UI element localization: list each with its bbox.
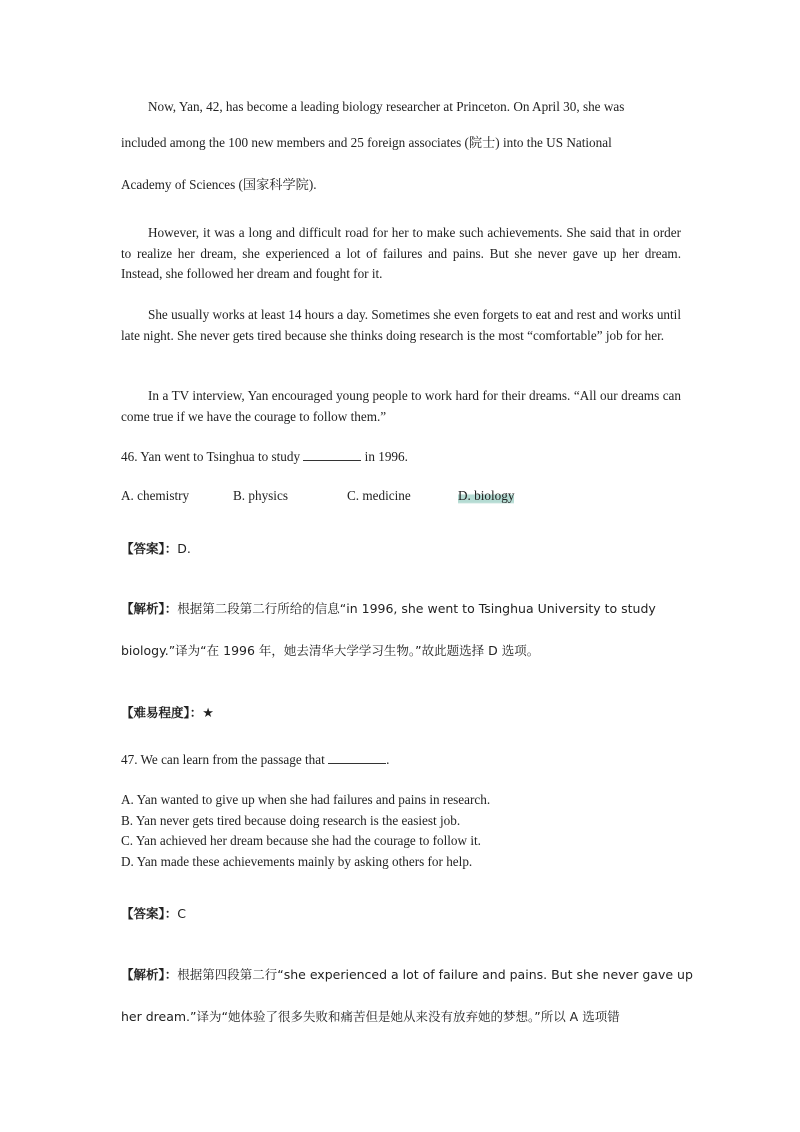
- q46-answer-value: D.: [177, 541, 191, 556]
- q47-analysis-line1: [121, 965, 693, 983]
- passage-p3: She usually works at least 14 hours a day. Sometimes she even forgets to eat and rest and works until late night. She never gets tired because she thinks doing research is the most “comfortable” job for her.: [121, 307, 681, 343]
- q46-answer: [121, 539, 191, 557]
- q46-option-c: C. medicine: [347, 488, 411, 503]
- q46-analysis-line2: biology.”译为“在 1996 年，她去清华大学学习生物。”故此题选择 D 选项。: [121, 643, 540, 658]
- passage-p3-block: [121, 305, 681, 346]
- q47-analysis-line2: her dream.”译为“她体验了很多失败和痛苦但是她从来没有放弃她的梦想。”所以 A 选项错: [121, 1009, 620, 1024]
- q47-blank: [328, 752, 386, 764]
- q46-analysis-line1: [121, 599, 656, 617]
- q46-option-d: D. biology: [458, 488, 515, 503]
- passage-p1-line2: included among the 100 new members and 25 foreign associates (院士) into the US National: [121, 135, 612, 150]
- difficulty-star-icon: ★: [202, 706, 214, 721]
- q46-stem-after: in 1996.: [364, 449, 408, 464]
- q47-stem: [121, 752, 389, 768]
- q46-option-b: B. physics: [233, 488, 288, 503]
- q46-analysis-text1: 根据第二段第二行所给的信息“in 1996, she went to Tsinghua University to study: [177, 601, 656, 616]
- passage-p4-block: [121, 386, 681, 427]
- q47-answer-label: 【答案】：: [121, 906, 178, 921]
- q47-option-b: B. Yan never gets tired because doing research is the easiest job.: [121, 812, 461, 828]
- passage-p2-block: [121, 223, 681, 285]
- passage-p4: In a TV interview, Yan encouraged young people to work hard for their dreams. “All our dreams can come true if we have the courage to follow them.”: [121, 388, 681, 424]
- q47-options: [121, 790, 490, 872]
- q47-analysis-label: 【解析】：: [121, 967, 178, 982]
- passage-p2: However, it was a long and difficult road for her to make such achievements. She said that in order to realize her dream, she experienced a lot of failures and pains. But she never gave up her dream. Instead, she followed her dream and fought for it.: [121, 225, 681, 281]
- q47-answer: [121, 904, 186, 922]
- q46-option-a: A. chemistry: [121, 488, 190, 503]
- q46-analysis-label: 【解析】：: [121, 601, 178, 616]
- q46-stem: [121, 449, 408, 465]
- passage-p1-line3: Academy of Sciences (国家科学院).: [121, 177, 317, 192]
- q47-option-a: A. Yan wanted to give up when she had failures and pains in research.: [121, 792, 491, 807]
- q46-blank: [303, 449, 361, 461]
- q47-stem-before: 47. We can learn from the passage that: [121, 752, 325, 767]
- q47-analysis-text1: 根据第四段第二行“she experienced a lot of failure and pains. But she never gave up: [177, 967, 693, 982]
- q46-answer-label: 【答案】：: [121, 541, 178, 556]
- passage-p1-line1: Now, Yan, 42, has become a leading biology researcher at Princeton. On April 30, she was: [148, 99, 625, 114]
- q46-difficulty-label: 【难易程度】：: [121, 705, 203, 720]
- q46-stem-before: 46. Yan went to Tsinghua to study: [121, 449, 301, 464]
- q47-stem-after: .: [386, 752, 390, 767]
- q46-difficulty: [121, 703, 214, 721]
- q47-option-c: C. Yan achieved her dream because she had the courage to follow it.: [121, 833, 481, 848]
- q47-option-d: D. Yan made these achievements mainly by asking others for help.: [121, 853, 473, 869]
- q47-answer-value: C: [177, 906, 186, 921]
